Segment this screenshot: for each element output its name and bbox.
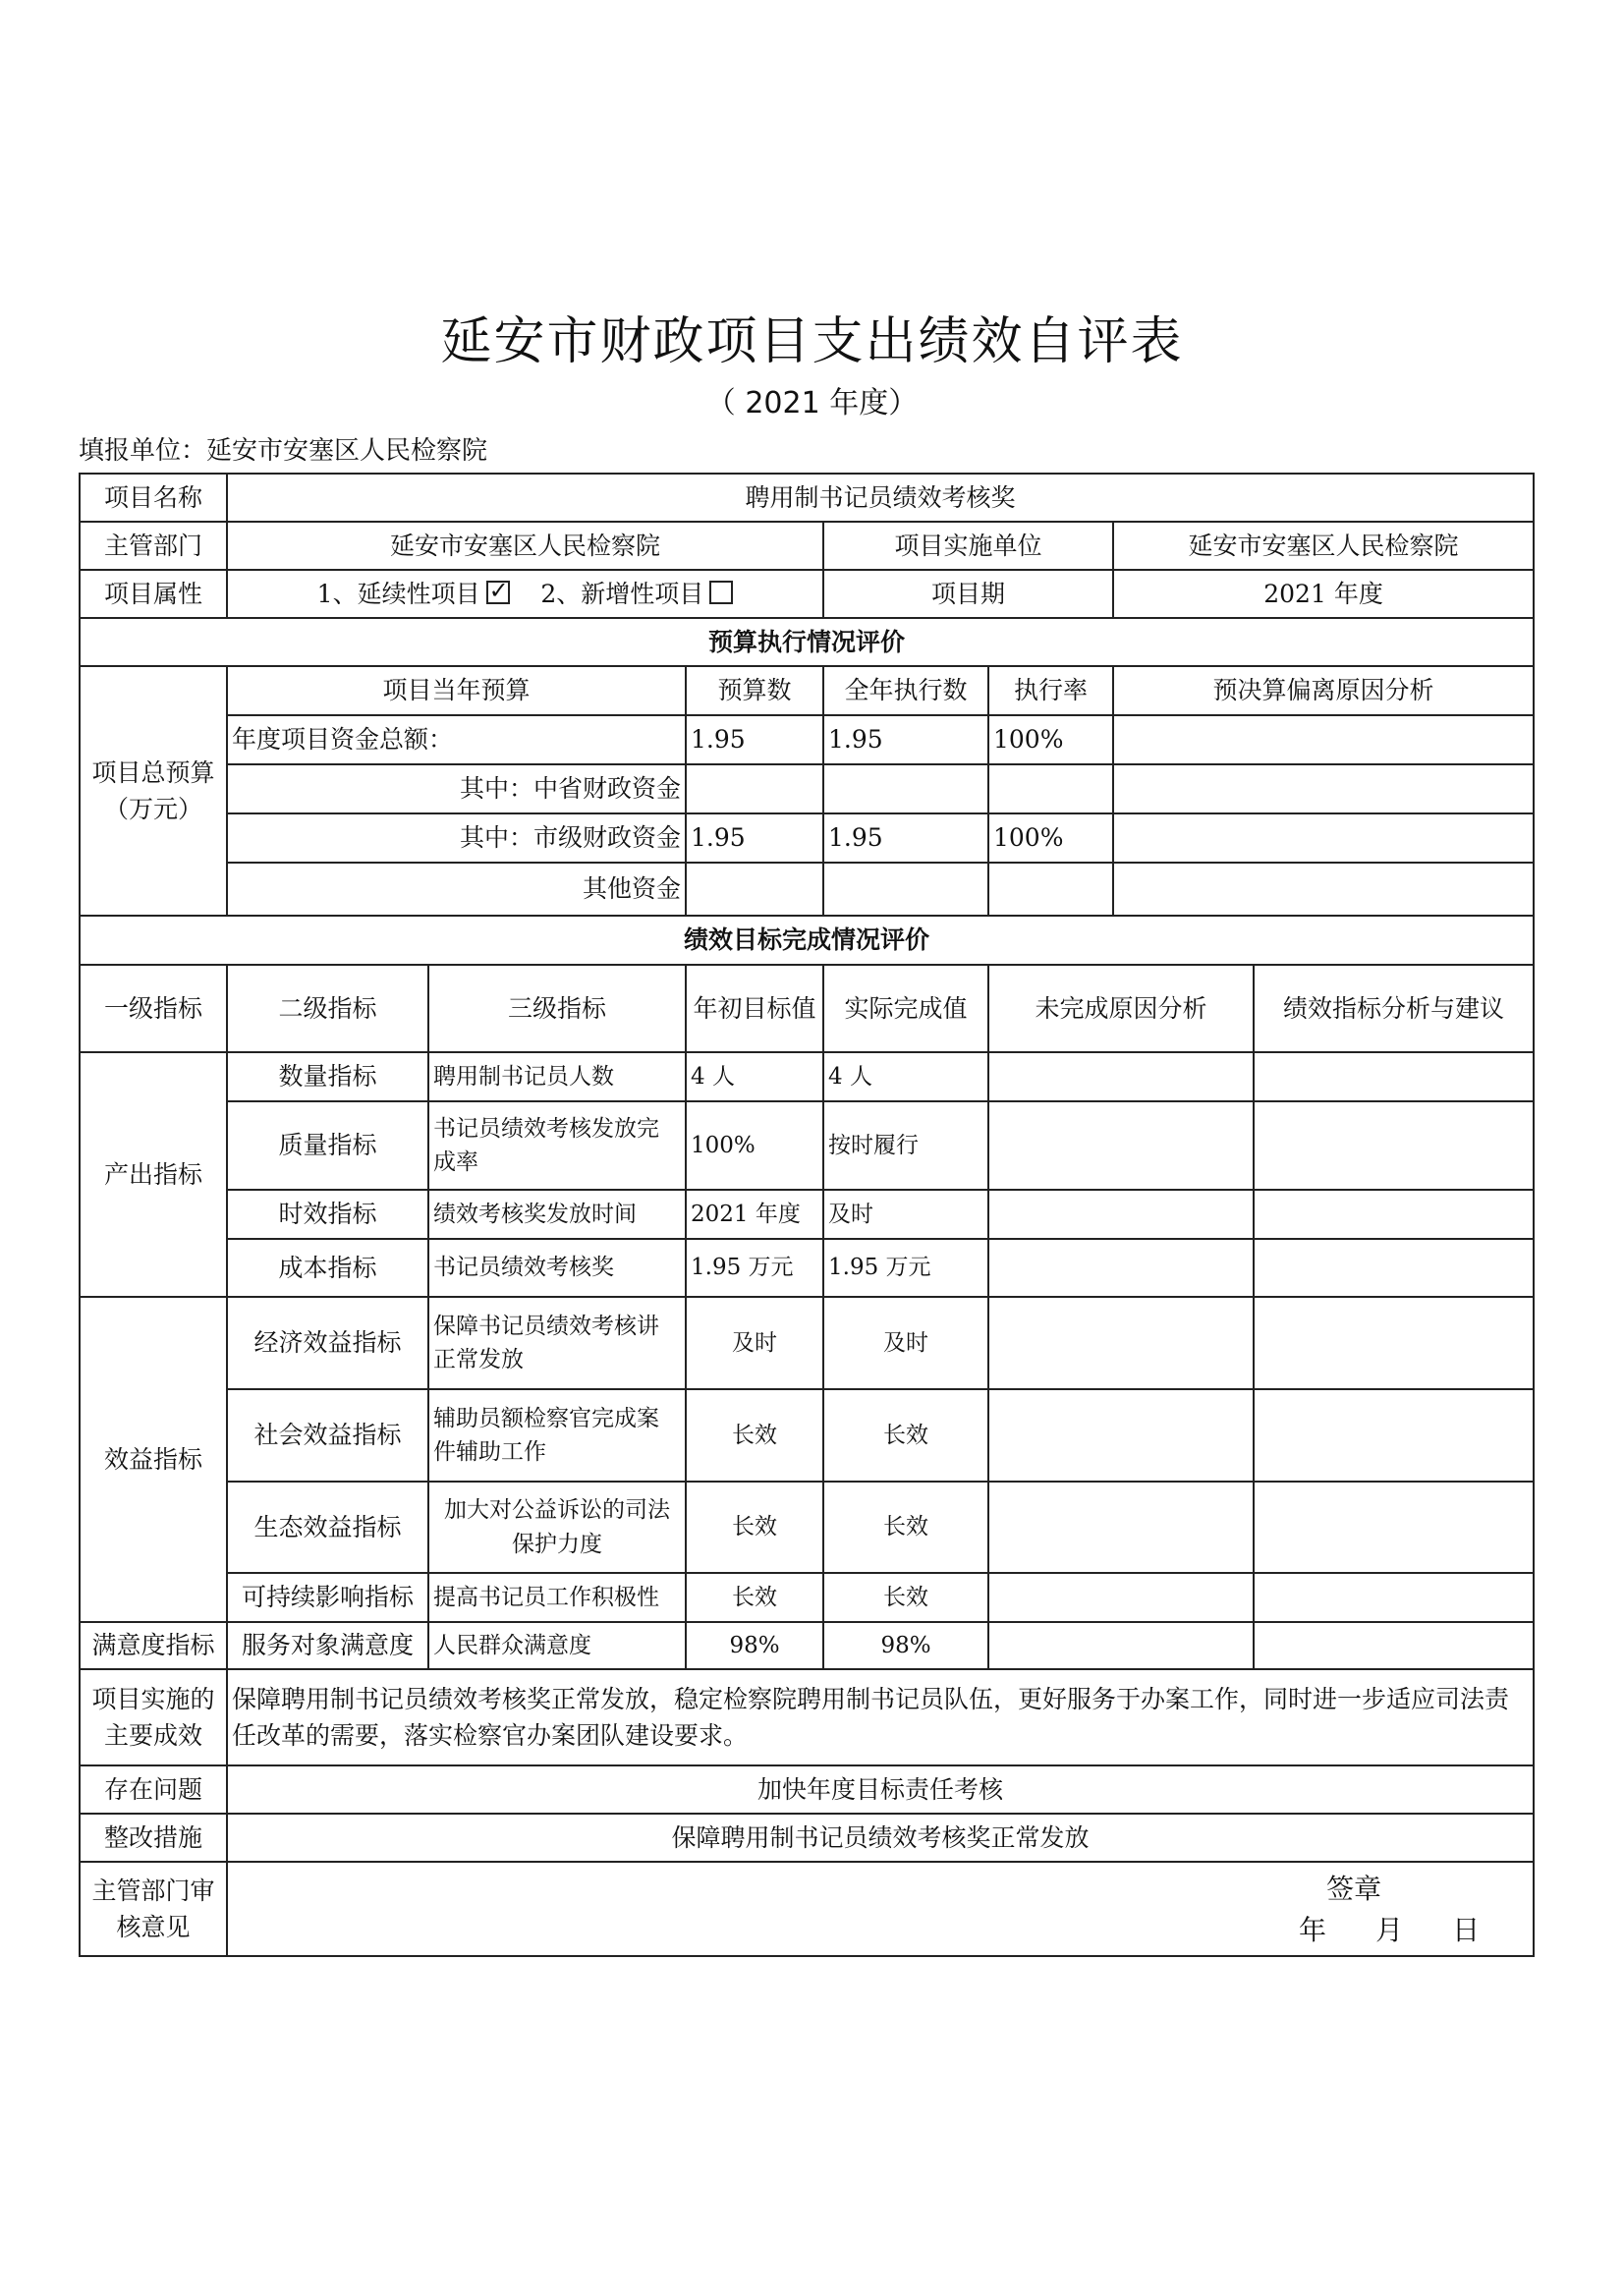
reason-cell — [988, 1573, 1254, 1622]
budget-section-title: 预算执行情况评价 — [80, 618, 1534, 666]
dept-value: 延安市安塞区人民检察院 — [227, 522, 823, 570]
impl-unit-label: 项目实施单位 — [823, 522, 1113, 570]
attr-row — [80, 570, 1534, 618]
budget-header-reason: 预决算偏离原因分析 — [1113, 666, 1534, 715]
attr-option-new: 2、新增性项目 — [540, 579, 704, 608]
level3-cell: 聘用制书记员人数 — [428, 1052, 686, 1101]
project-name-row — [80, 474, 1534, 522]
review-cell — [227, 1862, 1534, 1956]
level2-cell: 质量指标 — [227, 1101, 428, 1190]
seal-label: 签章 — [1326, 1873, 1382, 1905]
level2-cell: 可持续影响指标 — [227, 1573, 428, 1622]
actual-cell: 长效 — [823, 1573, 988, 1622]
performance-section-row — [80, 916, 1534, 965]
reason-cell — [988, 1101, 1254, 1190]
level3-cell: 书记员绩效考核奖 — [428, 1239, 686, 1297]
suggestion-cell — [1254, 1052, 1534, 1101]
reason-cell — [1113, 764, 1534, 813]
reason-cell — [988, 1482, 1254, 1573]
budget-cell — [686, 764, 823, 813]
suggestion-cell — [1254, 1622, 1534, 1669]
day-label: 日 — [1452, 1914, 1481, 1946]
target-cell: 长效 — [686, 1389, 823, 1482]
suggestion-cell — [1254, 1389, 1534, 1482]
date-line — [1250, 1910, 1480, 1951]
evaluation-form — [79, 473, 1535, 1957]
level3-cell: 辅助员额检察官完成案件辅助工作 — [428, 1389, 686, 1482]
budget-header-rate: 执行率 — [988, 666, 1113, 715]
month-label: 月 — [1375, 1914, 1404, 1946]
indicator-row — [80, 1101, 1534, 1190]
rate-cell: 100% — [988, 813, 1113, 863]
perf-header-target: 年初目标值 — [686, 965, 823, 1052]
level3-cell: 书记员绩效考核发放完成率 — [428, 1101, 686, 1190]
review-label: 主管部门审核意见 — [80, 1862, 227, 1956]
attr-label: 项目属性 — [80, 570, 227, 618]
target-cell: 4 人 — [686, 1052, 823, 1101]
actual-cell: 98% — [823, 1622, 988, 1669]
problems-label: 存在问题 — [80, 1765, 227, 1814]
performance-header-row — [80, 965, 1534, 1052]
budget-row-label: 其中：市级财政资金 — [227, 813, 686, 863]
project-name-label: 项目名称 — [80, 474, 227, 522]
impl-unit-value: 延安市安塞区人民检察院 — [1113, 522, 1534, 570]
level3-cell: 提高书记员工作积极性 — [428, 1573, 686, 1622]
indicator-row — [80, 1297, 1534, 1389]
rate-cell: 100% — [988, 715, 1113, 764]
budget-header-row — [80, 666, 1534, 715]
reporting-unit: 填报单位：延安市安塞区人民检察院 — [79, 436, 488, 466]
reason-cell — [988, 1389, 1254, 1482]
actual-cell: 4 人 — [823, 1052, 988, 1101]
budget-row-label: 其中：中省财政资金 — [227, 764, 686, 813]
perf-header-reason: 未完成原因分析 — [988, 965, 1254, 1052]
problems-text: 加快年度目标责任考核 — [227, 1765, 1534, 1814]
empty-box-icon — [709, 581, 733, 604]
budget-row — [80, 863, 1534, 916]
results-row — [80, 1669, 1534, 1765]
perf-header-suggestion: 绩效指标分析与建议 — [1254, 965, 1534, 1052]
project-name-value: 聘用制书记员绩效考核奖 — [227, 474, 1534, 522]
level2-cell: 时效指标 — [227, 1190, 428, 1239]
suggestion-cell — [1254, 1297, 1534, 1389]
results-text: 保障聘用制书记员绩效考核奖正常发放，稳定检察院聘用制书记员队伍，更好服务于办案工作，同时进一步适应司法责任改革的需要，落实检察官办案团队建设要求。 — [227, 1669, 1534, 1765]
indicator-row — [80, 1622, 1534, 1669]
indicator-row — [80, 1190, 1534, 1239]
performance-section-title: 绩效目标完成情况评价 — [80, 916, 1534, 965]
actual-cell — [823, 764, 988, 813]
budget-total-label: 项目总预算（万元） — [80, 666, 227, 916]
target-cell: 及时 — [686, 1297, 823, 1389]
level2-cell: 数量指标 — [227, 1052, 428, 1101]
level3-cell: 保障书记员绩效考核讲正常发放 — [428, 1297, 686, 1389]
perf-header-level1: 一级指标 — [80, 965, 227, 1052]
indicator-row — [80, 1052, 1534, 1101]
budget-row-label: 其他资金 — [227, 863, 686, 916]
results-label: 项目实施的主要成效 — [80, 1669, 227, 1765]
level1-output: 产出指标 — [80, 1052, 227, 1297]
reason-cell — [1113, 715, 1534, 764]
budget-section-row — [80, 618, 1534, 666]
level2-cell: 生态效益指标 — [227, 1482, 428, 1573]
period-value: 2021 年度 — [1113, 570, 1534, 618]
actual-cell — [823, 863, 988, 916]
actual-cell: 及时 — [823, 1297, 988, 1389]
suggestion-cell — [1254, 1101, 1534, 1190]
rate-cell — [988, 863, 1113, 916]
actual-cell: 1.95 — [823, 715, 988, 764]
measures-text: 保障聘用制书记员绩效考核奖正常发放 — [227, 1814, 1534, 1862]
dept-row — [80, 522, 1534, 570]
suggestion-cell — [1254, 1482, 1534, 1573]
budget-header-item: 项目当年预算 — [227, 666, 686, 715]
budget-cell — [686, 863, 823, 916]
attr-option-continuing: 1、延续性项目 — [316, 579, 480, 608]
level2-cell: 经济效益指标 — [227, 1297, 428, 1389]
budget-row — [80, 813, 1534, 863]
actual-cell: 长效 — [823, 1482, 988, 1573]
measures-row — [80, 1814, 1534, 1862]
level2-cell: 社会效益指标 — [227, 1389, 428, 1482]
budget-row — [80, 764, 1534, 813]
year-label: 年 — [1299, 1914, 1327, 1946]
suggestion-cell — [1254, 1573, 1534, 1622]
perf-header-level3: 三级指标 — [428, 965, 686, 1052]
reason-cell — [988, 1239, 1254, 1297]
suggestion-cell — [1254, 1239, 1534, 1297]
actual-cell: 及时 — [823, 1190, 988, 1239]
budget-header-budget: 预算数 — [686, 666, 823, 715]
actual-cell: 1.95 万元 — [823, 1239, 988, 1297]
page-subtitle: （ 2021 年度） — [705, 386, 919, 420]
target-cell: 1.95 万元 — [686, 1239, 823, 1297]
reason-cell — [1113, 863, 1534, 916]
level2-cell: 服务对象满意度 — [227, 1622, 428, 1669]
measures-label: 整改措施 — [80, 1814, 227, 1862]
budget-cell: 1.95 — [686, 813, 823, 863]
perf-header-actual: 实际完成值 — [823, 965, 988, 1052]
budget-row — [80, 715, 1534, 764]
page-title: 延安市财政项目支出绩效自评表 — [440, 312, 1184, 371]
indicator-row — [80, 1573, 1534, 1622]
perf-header-level2: 二级指标 — [227, 965, 428, 1052]
level3-cell: 加大对公益诉讼的司法保护力度 — [428, 1482, 686, 1573]
target-cell: 100% — [686, 1101, 823, 1190]
reason-cell — [988, 1052, 1254, 1101]
level1-satisfaction: 满意度指标 — [80, 1622, 227, 1669]
rate-cell — [988, 764, 1113, 813]
indicator-row — [80, 1389, 1534, 1482]
period-label: 项目期 — [823, 570, 1113, 618]
suggestion-cell — [1254, 1190, 1534, 1239]
budget-row-label: 年度项目资金总额： — [227, 715, 686, 764]
actual-cell: 长效 — [823, 1389, 988, 1482]
attr-options — [227, 570, 823, 618]
target-cell: 2021 年度 — [686, 1190, 823, 1239]
actual-cell: 1.95 — [823, 813, 988, 863]
level1-benefit: 效益指标 — [80, 1297, 227, 1622]
level3-cell: 人民群众满意度 — [428, 1622, 686, 1669]
actual-cell: 按时履行 — [823, 1101, 988, 1190]
target-cell: 98% — [686, 1622, 823, 1669]
indicator-row — [80, 1482, 1534, 1573]
review-row — [80, 1862, 1534, 1956]
level3-cell: 绩效考核奖发放时间 — [428, 1190, 686, 1239]
budget-cell: 1.95 — [686, 715, 823, 764]
problems-row — [80, 1765, 1534, 1814]
reason-cell — [1113, 813, 1534, 863]
level2-cell: 成本指标 — [227, 1239, 428, 1297]
dept-label: 主管部门 — [80, 522, 227, 570]
target-cell: 长效 — [686, 1573, 823, 1622]
target-cell: 长效 — [686, 1482, 823, 1573]
reason-cell — [988, 1622, 1254, 1669]
reason-cell — [988, 1297, 1254, 1389]
checked-box-icon — [486, 581, 510, 604]
indicator-row — [80, 1239, 1534, 1297]
reason-cell — [988, 1190, 1254, 1239]
budget-header-actual: 全年执行数 — [823, 666, 988, 715]
